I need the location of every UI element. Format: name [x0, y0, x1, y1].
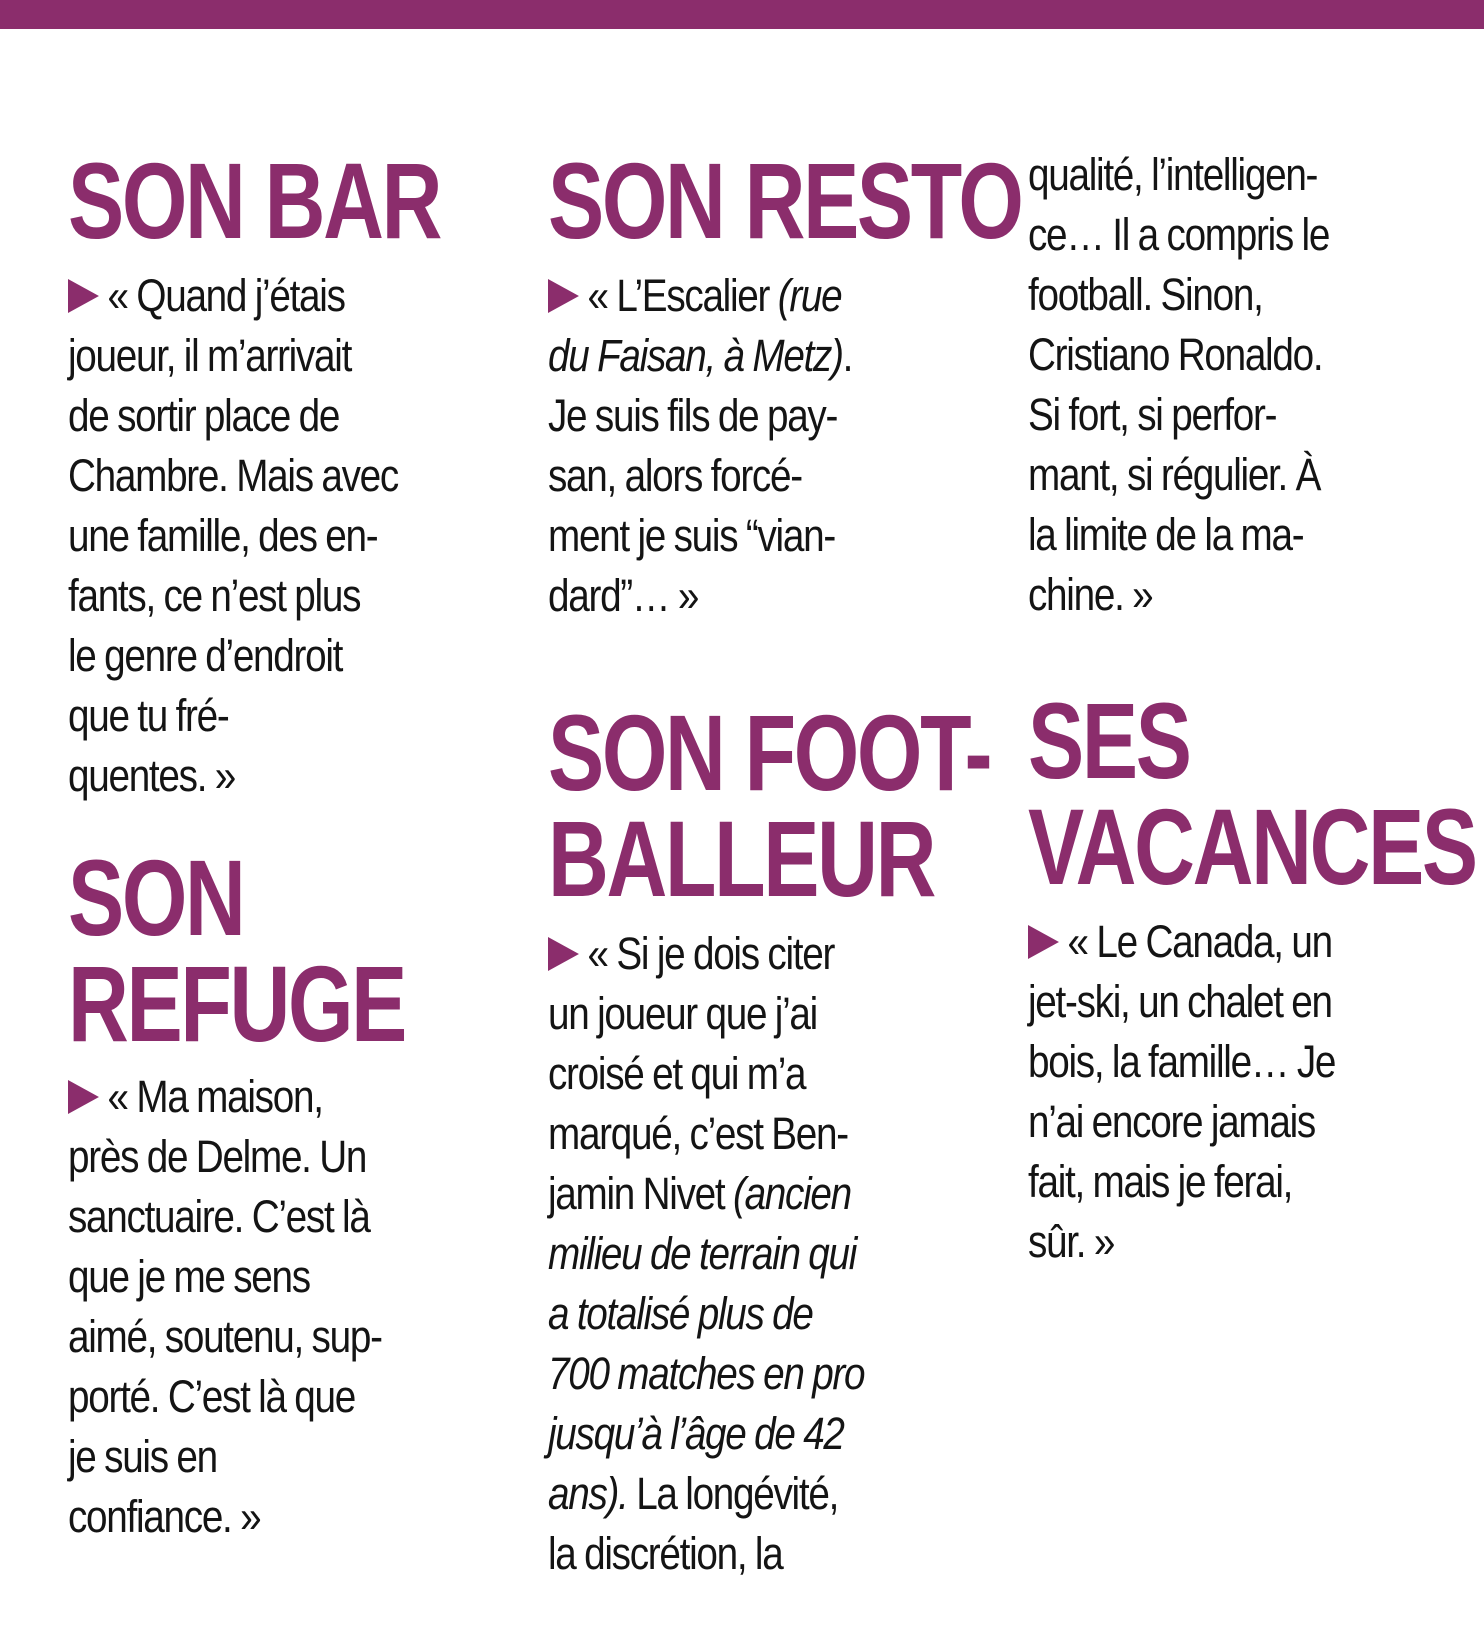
section-son-bar: [68, 140, 468, 806]
body-line: football. Sinon,: [1028, 269, 1263, 320]
section-son-resto: [548, 140, 1022, 626]
body-line: un joueur que j’ai: [548, 988, 817, 1039]
body-line: ment je suis “vian-: [548, 510, 835, 561]
body-text: La longévité,: [627, 1468, 839, 1519]
body-line-italic: a totalisé plus de: [548, 1288, 813, 1339]
body-line-italic: milieu de terrain qui: [548, 1228, 857, 1279]
body-line-italic: 700 matches en pro: [548, 1348, 865, 1399]
body-line: Si fort, si perfor-: [1028, 389, 1277, 440]
body-line-italic: jusqu’à l’âge de 42: [548, 1408, 844, 1459]
body-line: marqué, c’est Ben-: [548, 1108, 848, 1159]
body-line: la limite de la ma-: [1028, 509, 1304, 560]
section-heading: SON BAR: [68, 140, 441, 261]
body-text: « L’Escalier: [587, 270, 778, 321]
triangle-right-icon: [548, 937, 579, 971]
body-line: aimé, soutenu, sup-: [68, 1311, 382, 1362]
section-body: [1028, 145, 1458, 625]
body-line: Je suis fils de pay-: [548, 390, 838, 441]
section-heading: SES: [1028, 680, 1190, 801]
triangle-right-icon: [1028, 925, 1059, 959]
section-heading: SON RESTO: [548, 140, 1022, 261]
section-heading: VACANCES: [1028, 786, 1476, 907]
triangle-right-icon: [548, 279, 579, 313]
body-line: san, alors forcé-: [548, 450, 802, 501]
body-line: le genre d’endroit: [68, 630, 343, 681]
body-line: qualité, l’intelligen-: [1028, 149, 1318, 200]
triangle-right-icon: [68, 279, 99, 313]
section-heading: BALLEUR: [548, 798, 935, 919]
body-line: une famille, des en-: [68, 510, 378, 561]
body-line: près de Delme. Un: [68, 1131, 367, 1182]
section-heading: SON FOOT-: [548, 692, 991, 813]
section-body: [68, 1067, 468, 1547]
body-line: quentes. »: [68, 750, 235, 801]
body-line: ce… Il a compris le: [1028, 209, 1330, 260]
body-line: sanctuaire. C’est là: [68, 1191, 370, 1242]
section-body: [548, 924, 968, 1584]
top-color-bar: [0, 0, 1484, 29]
body-line: fait, mais je ferai,: [1028, 1156, 1293, 1207]
body-line: « Quand j’étais: [107, 270, 345, 321]
body-line: confiance. »: [68, 1491, 261, 1542]
body-line: jet-ski, un chalet en: [1028, 976, 1332, 1027]
body-line: « Si je dois citer: [587, 928, 835, 979]
section-continuation: [1028, 145, 1458, 625]
body-text-italic: du Faisan, à Metz): [548, 330, 843, 381]
body-line: Cristiano Ronaldo.: [1028, 329, 1323, 380]
body-line: que je me sens: [68, 1251, 310, 1302]
body-text-italic: ans).: [548, 1468, 628, 1519]
body-text-italic: (ancien: [732, 1168, 851, 1219]
body-line: croisé et qui m’a: [548, 1048, 806, 1099]
body-line: je suis en: [68, 1431, 217, 1482]
section-ses-vacances: [1028, 680, 1476, 1272]
section-body: [1028, 912, 1458, 1272]
body-line: Chambre. Mais avec: [68, 450, 398, 501]
body-line: sûr. »: [1028, 1216, 1115, 1267]
body-line: de sortir place de: [68, 390, 340, 441]
section-body: [68, 266, 468, 806]
body-line: bois, la famille… Je: [1028, 1036, 1336, 1087]
body-line: mant, si régulier. À: [1028, 449, 1321, 500]
body-line: dard”… »: [548, 570, 699, 621]
section-son-refuge: [68, 837, 468, 1547]
body-line: joueur, il m’arrivait: [68, 330, 352, 381]
body-line: « Le Canada, un: [1067, 916, 1332, 967]
section-body: [548, 266, 968, 626]
body-line: que tu fré-: [68, 690, 229, 741]
body-line: porté. C’est là que: [68, 1371, 355, 1422]
body-text: jamin Nivet: [548, 1168, 733, 1219]
triangle-right-icon: [68, 1080, 99, 1114]
body-line: fants, ce n’est plus: [68, 570, 361, 621]
section-son-footballeur: [548, 692, 991, 1584]
section-heading: REFUGE: [68, 943, 405, 1064]
section-heading: SON: [68, 837, 244, 958]
body-text: .: [842, 330, 853, 381]
body-line: « Ma maison,: [107, 1071, 323, 1122]
body-line: chine. »: [1028, 569, 1153, 620]
body-line: la discrétion, la: [548, 1528, 783, 1579]
body-line: n’ai encore jamais: [1028, 1096, 1315, 1147]
body-text-italic: (rue: [777, 270, 842, 321]
